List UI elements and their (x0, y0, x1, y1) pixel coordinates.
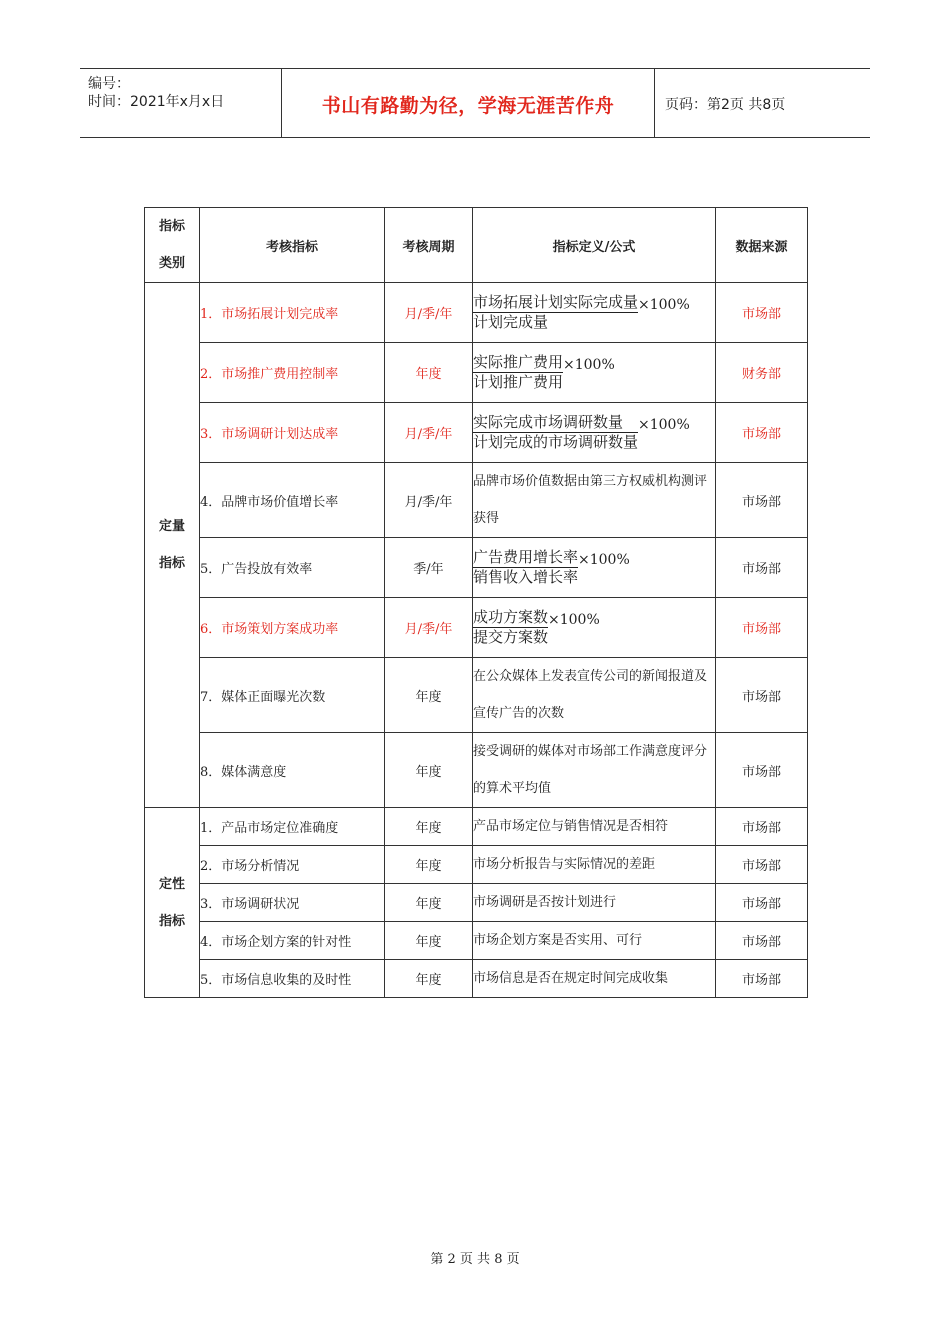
formula-denominator: 计划完成量 (473, 313, 549, 331)
indicator-name: 5．市场信息收集的及时性 (200, 960, 385, 998)
indicator-name: 5．广告投放有效率 (200, 538, 385, 598)
header-definition: 指标定义/公式 (473, 208, 716, 283)
indicator-name: 2．市场分析情况 (200, 846, 385, 884)
header-meta-cell (80, 69, 282, 137)
indicator-definition: 品牌市场价值数据由第三方权威机构测评获得 (473, 463, 716, 538)
indicator-cycle: 月/季/年 (385, 403, 473, 463)
formula-multiplier: ×100% (638, 297, 690, 313)
indicator-cycle: 月/季/年 (385, 598, 473, 658)
category-quantitative: 定量 指标 (145, 283, 200, 808)
table-row (145, 884, 808, 922)
table-row (145, 922, 808, 960)
indicator-name: 2．市场推广费用控制率 (200, 343, 385, 403)
table-row (145, 960, 808, 998)
indicator-definition: 接受调研的媒体对市场部工作满意度评分的算术平均值 (473, 733, 716, 808)
indicator-cycle: 年度 (385, 922, 473, 960)
category-qualitative: 定性 指标 (145, 808, 200, 998)
indicator-cycle: 年度 (385, 960, 473, 998)
formula-multiplier: ×100% (638, 417, 690, 433)
formula-fraction (473, 548, 578, 587)
table-row (145, 343, 808, 403)
header-category-line1: 指标 (158, 219, 185, 234)
indicator-name: 1．产品市场定位准确度 (200, 808, 385, 846)
formula-denominator: 销售收入增长率 (473, 568, 579, 586)
indicator-name: 1．市场拓展计划完成率 (200, 283, 385, 343)
indicator-cycle: 年度 (385, 808, 473, 846)
table-row (145, 808, 808, 846)
indicator-formula (473, 343, 716, 403)
header-category-line2: 类别 (158, 256, 185, 271)
indicator-cycle: 年度 (385, 658, 473, 733)
table-row (145, 598, 808, 658)
indicator-source: 市场部 (716, 598, 808, 658)
indicator-source: 市场部 (716, 283, 808, 343)
formula-multiplier: ×100% (578, 552, 630, 568)
formula-denominator: 提交方案数 (473, 628, 549, 646)
document-time-label: 时间：2021年x月x日 (88, 94, 225, 110)
indicator-formula (473, 283, 716, 343)
table-row (145, 733, 808, 808)
formula-numerator: 实际完成市场调研数量 (473, 413, 638, 433)
document-header (80, 68, 870, 138)
table-row (145, 463, 808, 538)
indicator-name: 3．市场调研计划达成率 (200, 403, 385, 463)
indicator-formula (473, 403, 716, 463)
header-cycle: 考核周期 (385, 208, 473, 283)
table-row (145, 403, 808, 463)
header-source: 数据来源 (716, 208, 808, 283)
indicator-formula (473, 598, 716, 658)
table-row (145, 846, 808, 884)
indicator-source: 财务部 (716, 343, 808, 403)
indicator-source: 市场部 (716, 884, 808, 922)
indicator-definition: 市场分析报告与实际情况的差距 (473, 846, 716, 884)
indicator-source: 市场部 (716, 960, 808, 998)
formula-numerator: 市场拓展计划实际完成量 (473, 293, 639, 311)
formula-denominator: 计划完成的市场调研数量 (473, 433, 639, 451)
indicator-definition: 市场信息是否在规定时间完成收集 (473, 960, 716, 998)
indicator-cycle: 月/季/年 (385, 463, 473, 538)
indicator-cycle: 月/季/年 (385, 283, 473, 343)
formula-fraction (473, 353, 563, 392)
formula-fraction (473, 293, 638, 332)
kpi-table (144, 207, 808, 998)
table-header-row (145, 208, 808, 283)
indicator-cycle: 年度 (385, 343, 473, 403)
indicator-name: 3．市场调研状况 (200, 884, 385, 922)
indicator-formula (473, 538, 716, 598)
formula-fraction (473, 413, 638, 452)
indicator-definition: 市场调研是否按计划进行 (473, 884, 716, 922)
indicator-name: 4．市场企划方案的针对性 (200, 922, 385, 960)
table-row (145, 658, 808, 733)
page-footer: 第 2 页 共 8 页 (430, 1252, 520, 1267)
header-page-number: 页码：第2页 共8页 (665, 97, 786, 113)
indicator-name: 7．媒体正面曝光次数 (200, 658, 385, 733)
indicator-source: 市场部 (716, 463, 808, 538)
indicator-cycle: 年度 (385, 884, 473, 922)
indicator-source: 市场部 (716, 538, 808, 598)
indicator-source: 市场部 (716, 922, 808, 960)
indicator-cycle: 季/年 (385, 538, 473, 598)
formula-numerator: 成功方案数 (473, 608, 549, 626)
formula-denominator: 计划推广费用 (473, 373, 564, 391)
indicator-name: 6．市场策划方案成功率 (200, 598, 385, 658)
header-motto-cell (282, 69, 655, 137)
header-category (145, 208, 200, 283)
header-motto: 书山有路勤为径，学海无涯苦作舟 (321, 95, 615, 117)
formula-multiplier: ×100% (548, 612, 600, 628)
header-page-cell (655, 69, 870, 137)
indicator-cycle: 年度 (385, 733, 473, 808)
indicator-source: 市场部 (716, 846, 808, 884)
formula-numerator: 广告费用增长率 (473, 548, 579, 566)
formula-multiplier: ×100% (563, 357, 615, 373)
indicator-name: 4．品牌市场价值增长率 (200, 463, 385, 538)
indicator-definition: 市场企划方案是否实用、可行 (473, 922, 716, 960)
indicator-source: 市场部 (716, 808, 808, 846)
indicator-cycle: 年度 (385, 846, 473, 884)
indicator-source: 市场部 (716, 733, 808, 808)
document-number-label: 编号： (88, 76, 130, 92)
indicator-definition: 产品市场定位与销售情况是否相符 (473, 808, 716, 846)
indicator-name: 8．媒体满意度 (200, 733, 385, 808)
formula-numerator: 实际推广费用 (473, 353, 564, 371)
formula-fraction (473, 608, 548, 647)
indicator-definition: 在公众媒体上发表宣传公司的新闻报道及宣传广告的次数 (473, 658, 716, 733)
indicator-source: 市场部 (716, 403, 808, 463)
table-row (145, 538, 808, 598)
indicator-source: 市场部 (716, 658, 808, 733)
table-row (145, 283, 808, 343)
header-indicator: 考核指标 (200, 208, 385, 283)
